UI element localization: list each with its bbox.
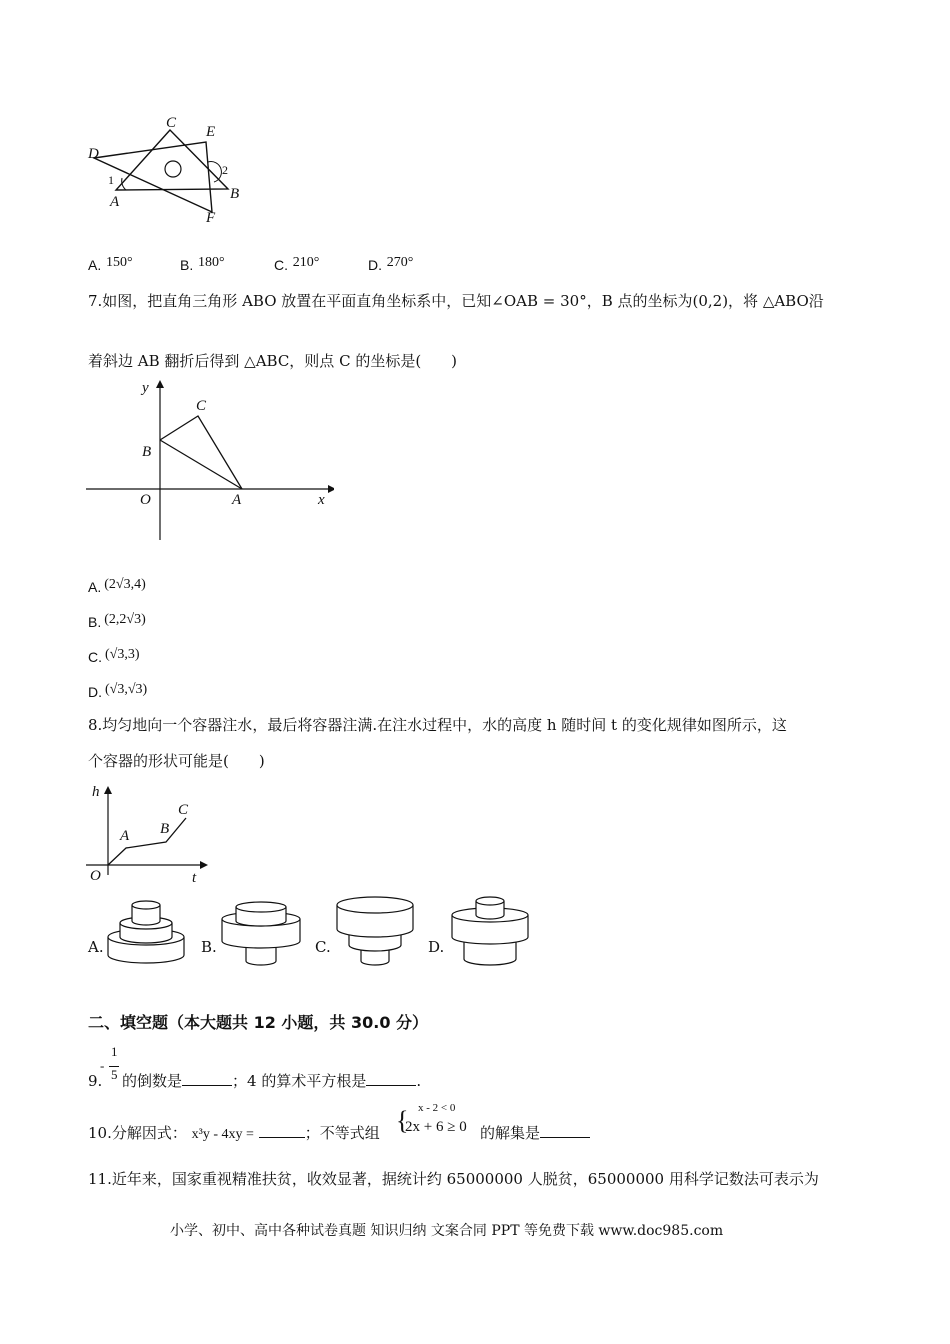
q10-suffix-line	[480, 1122, 590, 1144]
label-1: 1	[108, 173, 114, 187]
label-f: F	[206, 210, 216, 226]
q9-fraction-sign: -	[100, 1058, 105, 1073]
q9-text-a: 的倒数是	[122, 1072, 183, 1090]
q9-text-b: ；4 的算术平方根是	[232, 1072, 367, 1090]
q7-option-c[interactable]: C. (√3,3)	[88, 647, 140, 665]
container-b-icon[interactable]	[220, 897, 302, 969]
q10-inequality-system	[396, 1102, 480, 1142]
q9-blank-1[interactable]	[182, 1071, 232, 1086]
q9-fraction-denominator: 5	[111, 1067, 118, 1082]
q9-fraction-numerator: 1	[111, 1044, 118, 1059]
q8-stem-line1: 8.均匀地向一个容器注水，最后将容器注满.在注水过程中，水的高度 h 随时间 t 的变化规律如图所示，这	[88, 716, 787, 734]
q10-line	[88, 1122, 380, 1146]
q8-stem-line2: 个容器的形状可能是( )	[88, 752, 265, 770]
label-b: B	[160, 821, 170, 837]
q8-option-b-label[interactable]: B.	[201, 938, 217, 956]
angle-2-arc	[208, 162, 221, 182]
label-o: O	[90, 868, 101, 884]
label-h: h	[92, 784, 100, 800]
q10-prefix: 10.分解因式：	[88, 1124, 187, 1142]
label-e: E	[206, 124, 216, 140]
q10-brace: {	[396, 1106, 409, 1135]
label-c: C	[196, 398, 207, 414]
triangle-abc	[160, 416, 242, 489]
label-c: C	[178, 802, 189, 818]
q6-figure	[86, 112, 256, 227]
container-c-icon[interactable]	[335, 893, 415, 969]
q9-blank-2[interactable]	[366, 1071, 416, 1086]
q7-option-a[interactable]: A. (2√3,4)	[88, 577, 146, 595]
section-2-title: 二、填空题（本大题共 12 小题，共 30.0 分）	[88, 1013, 429, 1032]
q7-stem-line2: 着斜边 AB 翻折后得到 △ABC，则点 C 的坐标是( )	[88, 352, 458, 370]
q10-expression: x³y - 4xy =	[191, 1127, 254, 1142]
q9-fraction	[100, 1044, 122, 1088]
q8-option-d-label[interactable]: D.	[428, 938, 445, 956]
q11-text: 11.近年来，国家重视精准扶贫，收效显著，据统计约 65000000 人脱贫，65000000 用科学记数法可表示为	[88, 1170, 819, 1188]
q9-text	[122, 1070, 421, 1092]
label-o: O	[140, 492, 151, 508]
q10-blank-1[interactable]	[259, 1123, 305, 1138]
y-axis-arrow	[156, 380, 164, 388]
q6-option-d[interactable]: D. 270°	[368, 255, 414, 273]
label-x: x	[318, 492, 325, 508]
q10-ineq-1: x - 2 < 0	[418, 1102, 456, 1114]
q8-option-c-label[interactable]: C.	[315, 938, 331, 956]
q6-option-c[interactable]: C. 210°	[274, 255, 320, 273]
q6-option-a[interactable]: A. 150°	[88, 255, 133, 273]
q10-suffix: 的解集是	[480, 1124, 541, 1142]
label-d: D	[88, 146, 99, 162]
q9-number: 9.	[88, 1072, 103, 1090]
q7-figure	[84, 378, 334, 543]
page-footer: 小学、初中、高中各种试卷真题 知识归纳 文案合同 PPT 等免费下载 www.doc985.com	[170, 1223, 724, 1239]
t-axis-arrow	[200, 861, 208, 869]
x-axis-arrow	[328, 485, 334, 493]
label-a: A	[120, 828, 130, 844]
label-a: A	[110, 194, 120, 210]
container-d-icon[interactable]	[450, 893, 530, 969]
q10-mid: ；不等式组	[304, 1124, 380, 1142]
label-b: B	[142, 444, 152, 460]
label-b: B	[230, 186, 240, 202]
label-a: A	[232, 492, 242, 508]
segment-ab	[160, 440, 242, 489]
q10-ineq-2: 2x + 6 ≥ 0	[405, 1119, 467, 1135]
q10-blank-2[interactable]	[540, 1123, 590, 1138]
label-y: y	[142, 380, 149, 396]
q8-option-a-label[interactable]: A.	[88, 938, 104, 956]
q7-stem-line1: 7.如图，把直角三角形 ABO 放置在平面直角坐标系中，已知∠OAB = 30°，B 点的坐标为(0,2)，将 △ABO沿	[88, 292, 824, 310]
q7-option-d[interactable]: D. (√3,√3)	[88, 682, 148, 700]
label-c: C	[166, 115, 177, 131]
q8-graph	[86, 780, 211, 890]
q9-text-c: .	[416, 1072, 422, 1090]
label-2: 2	[222, 163, 228, 177]
angle-circle-mark	[165, 161, 181, 177]
q7-option-b[interactable]: B. (2,2√3)	[88, 612, 146, 630]
h-axis-arrow	[104, 786, 112, 794]
container-a-icon[interactable]	[106, 893, 186, 968]
label-t: t	[192, 870, 197, 886]
q6-option-b[interactable]: B. 180°	[180, 255, 225, 273]
